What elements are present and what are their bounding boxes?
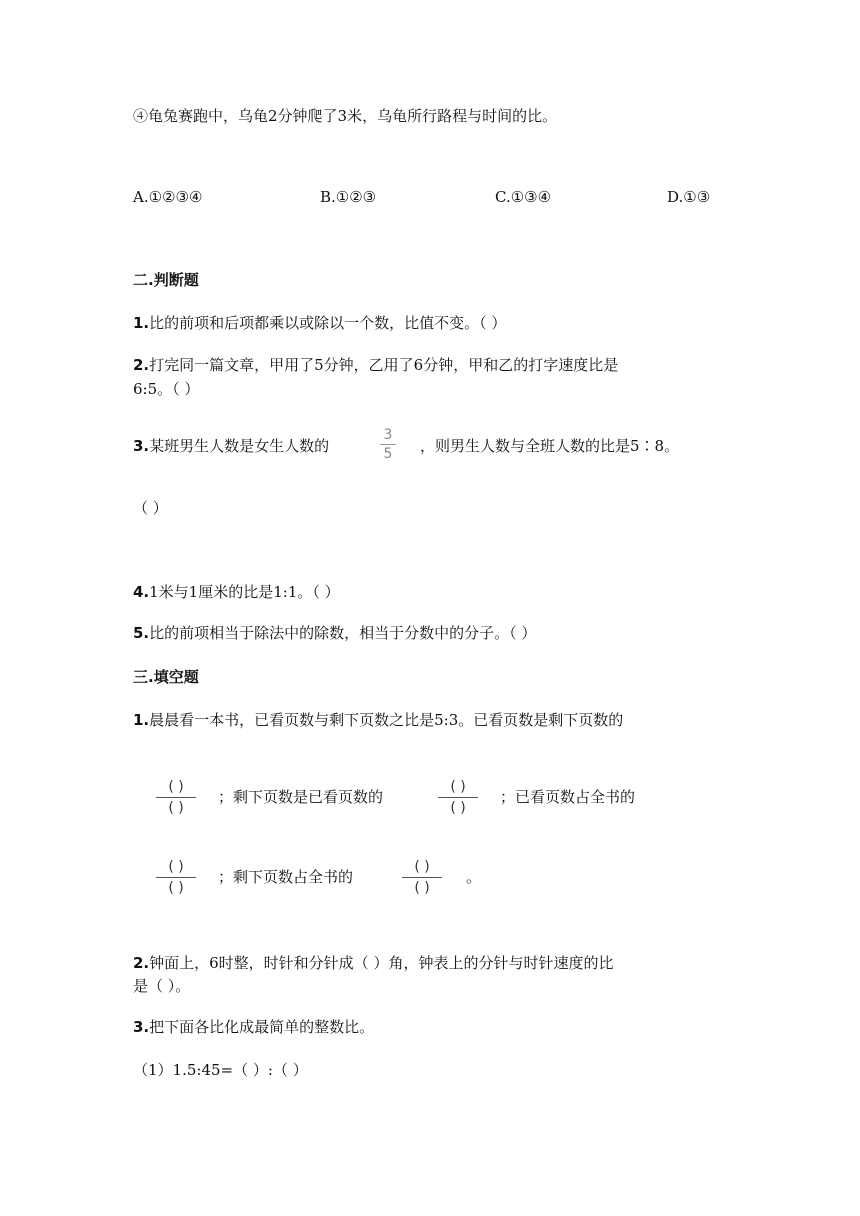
fraction-blank-numerator[interactable]: ( ): [414, 859, 430, 875]
fraction-three-fifths: [380, 427, 396, 462]
fraction-blank-numerator[interactable]: ( ): [168, 779, 184, 795]
question-text: 1米与1厘米的比是1:1。（ ）: [149, 583, 340, 601]
judge-q2-line1: [133, 354, 618, 376]
judge-q1: [133, 312, 506, 334]
fill-q1-text-2: ；已看页数占全书的: [500, 788, 636, 806]
question-number: 3.: [133, 1018, 150, 1036]
judge-q3-tail: ，则男生人数与全班人数的比是5∶8。: [420, 437, 680, 455]
fill-q1-text-4: 。: [466, 868, 482, 886]
fraction-blank-4[interactable]: [402, 858, 442, 897]
judge-q2-line2: 6:5。（ ）: [133, 380, 200, 398]
fraction-denominator: 5: [383, 446, 393, 462]
question-text: 把下面各比化成最简单的整数比。: [149, 1018, 375, 1036]
fraction-bar: [380, 444, 396, 445]
question-number: 1.: [133, 314, 150, 332]
fraction-blank-2[interactable]: [438, 778, 478, 817]
question-number: 2.: [133, 954, 150, 972]
fill-q2-line2: 是（ ）。: [133, 977, 191, 995]
fill-q1: [133, 709, 623, 731]
question-number: 5.: [133, 624, 150, 642]
fraction-blank-denominator[interactable]: ( ): [168, 800, 184, 816]
fraction-bar: [438, 797, 478, 798]
question-text: 打完同一篇文章，甲用了5分钟，乙用了6分钟，甲和乙的打字速度比是: [149, 356, 619, 374]
question-text: 某班男生人数是女生人数的: [149, 437, 330, 455]
fraction-blank-numerator[interactable]: ( ): [168, 859, 184, 875]
fraction-blank-3[interactable]: [156, 858, 196, 897]
question-text: 晨晨看一本书，已看页数与剩下页数之比是5:3。已看页数是剩下页数的: [149, 711, 624, 729]
fraction-numerator: 3: [383, 427, 393, 443]
fill-q3: [133, 1016, 374, 1038]
fraction-blank-denominator[interactable]: ( ): [450, 800, 466, 816]
section-judge-title: 二.判断题: [133, 271, 199, 289]
question-number: 4.: [133, 583, 150, 601]
fill-q3-sub1[interactable]: （1）1.5:45=（ ）:（ ）: [133, 1061, 308, 1079]
question-text: 比的前项相当于除法中的除数，相当于分数中的分子。（ ）: [149, 624, 537, 642]
fill-q1-text-1: ；剩下页数是已看页数的: [218, 788, 384, 806]
section-fill-title: 三.填空题: [133, 668, 199, 686]
judge-q3-answer-paren[interactable]: （ ）: [133, 499, 168, 517]
fraction-bar: [156, 797, 196, 798]
fraction-blank-denominator[interactable]: ( ): [168, 880, 184, 896]
fraction-blank-denominator[interactable]: ( ): [414, 880, 430, 896]
choice-item-4: ④龟兔赛跑中，乌龟2分钟爬了3米，乌龟所行路程与时间的比。: [133, 107, 558, 125]
option-b[interactable]: B.①②③: [320, 188, 377, 206]
fill-q1-text-3: ；剩下页数占全书的: [218, 868, 354, 886]
question-text: 钟面上，6时整，时针和分针成（ ）角，钟表上的分针与时针速度的比: [149, 954, 614, 972]
fraction-bar: [156, 877, 196, 878]
option-a[interactable]: A.①②③④: [133, 188, 203, 206]
question-number: 1.: [133, 711, 150, 729]
fraction-blank-1[interactable]: [156, 778, 196, 817]
question-number: 3.: [133, 437, 150, 455]
question-text: 比的前项和后项都乘以或除以一个数，比值不变。（ ）: [149, 314, 507, 332]
option-d[interactable]: D.①③: [667, 188, 711, 206]
question-number: 2.: [133, 356, 150, 374]
option-c[interactable]: C.①③④: [495, 188, 552, 206]
judge-q3: [133, 435, 329, 457]
judge-q4: [133, 581, 340, 603]
judge-q5: [133, 622, 536, 644]
fraction-bar: [402, 877, 442, 878]
fill-q2-line1: [133, 952, 613, 974]
fraction-blank-numerator[interactable]: ( ): [450, 779, 466, 795]
